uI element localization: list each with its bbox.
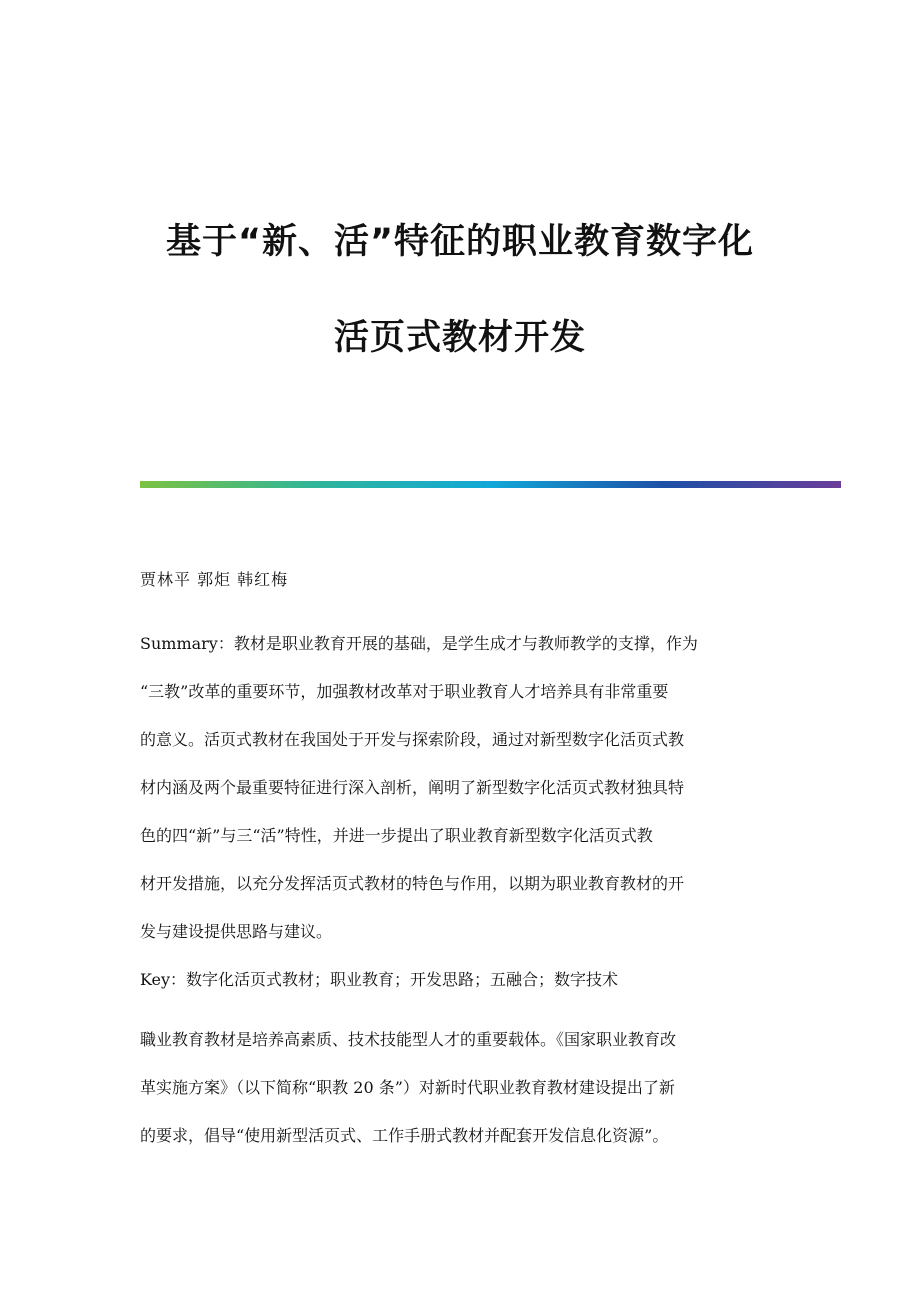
document-title-line-1: 基于“新、活”特征的职业教育数字化 <box>165 222 754 262</box>
keywords-line: Key：数字化活页式教材；职业教育；开发思路；五融合；数字技术 <box>140 970 619 989</box>
summary-line: 材内涵及两个最重要特征进行深入剖析，阐明了新型数字化活页式教材独具特 <box>140 778 685 797</box>
body-line: 革实施方案》（以下简称“职教 20 条”）对新时代职业教育教材建设提出了新 <box>140 1078 675 1097</box>
summary-line: Summary：教材是职业教育开展的基础，是学生成才与教师教学的支撑，作为 <box>140 634 698 653</box>
authors-line: 贾林平 郭炬 韩红梅 <box>140 570 289 589</box>
document-title-line-2: 活页式教材开发 <box>333 318 586 358</box>
summary-line: 的意义。活页式教材在我国处于开发与探索阶段，通过对新型数字化活页式教 <box>140 730 685 749</box>
body-line: 的要求，倡导“使用新型活页式、工作手册式教材并配套开发信息化资源”。 <box>140 1126 669 1145</box>
gradient-divider <box>140 481 841 488</box>
body-paragraph <box>140 1016 780 1160</box>
summary-line: 材开发措施，以充分发挥活页式教材的特色与作用，以期为职业教育教材的开 <box>140 874 685 893</box>
summary-line: “三教”改革的重要环节，加强教材改革对于职业教育人才培养具有非常重要 <box>140 682 669 701</box>
summary-line: 发与建设提供思路与建议。 <box>140 922 333 941</box>
summary-line: 色的四“新”与三“活”特性，并进一步提出了职业教育新型数字化活页式教 <box>140 826 653 845</box>
summary-paragraph <box>140 620 780 956</box>
body-line: 職业教育教材是培养高素质、技术技能型人才的重要载体。《国家职业教育改 <box>140 1030 677 1049</box>
